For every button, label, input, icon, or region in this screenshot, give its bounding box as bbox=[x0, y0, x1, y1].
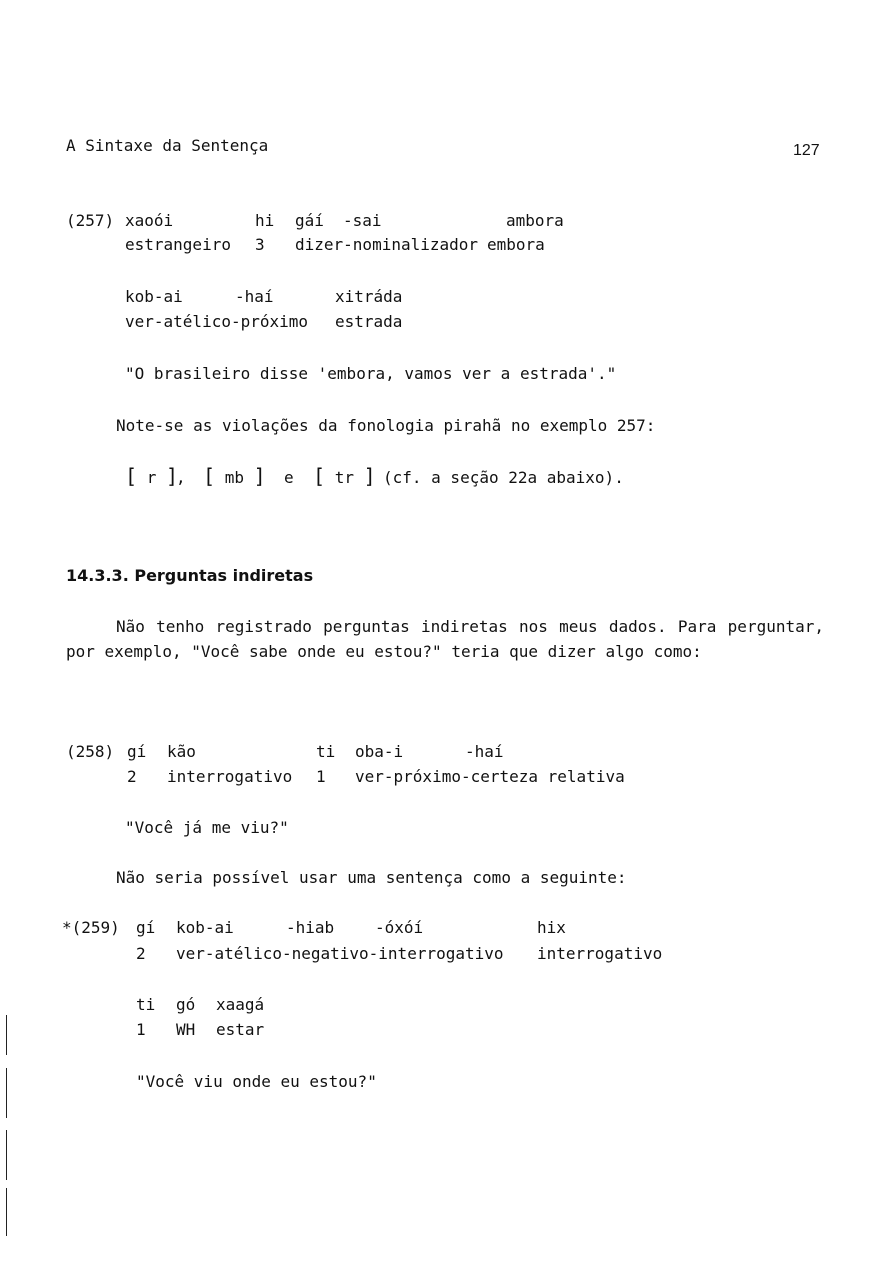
word: kob-ai bbox=[125, 287, 183, 306]
word: gáí bbox=[295, 211, 324, 230]
gloss: estar bbox=[216, 1020, 265, 1039]
gloss: estrada bbox=[335, 312, 403, 331]
gloss: embora bbox=[487, 235, 545, 254]
word: oba-i bbox=[355, 742, 404, 761]
separator: e bbox=[284, 468, 294, 487]
gloss: WH bbox=[176, 1020, 196, 1039]
word: hi bbox=[255, 211, 275, 230]
word: kob-ai bbox=[176, 918, 234, 937]
word: xaagá bbox=[216, 995, 265, 1014]
example-number: *(259) bbox=[62, 918, 120, 937]
gloss: interrogativo bbox=[537, 944, 663, 963]
translation: "Você viu onde eu estou?" bbox=[136, 1072, 377, 1091]
word: gó bbox=[176, 995, 196, 1014]
phoneme-violation: [ r ] bbox=[125, 464, 179, 488]
cross-reference: (cf. a seção 22a abaixo). bbox=[383, 468, 624, 487]
phoneme-violation: [ mb ] bbox=[203, 464, 266, 488]
word: -hiab bbox=[286, 918, 335, 937]
word: xaoói bbox=[125, 211, 174, 230]
word: -haí bbox=[235, 287, 274, 306]
translation: "Você já me viu?" bbox=[125, 818, 289, 837]
word: xitráda bbox=[335, 287, 403, 306]
word: -óxóí bbox=[375, 918, 424, 937]
word: ti bbox=[136, 995, 156, 1014]
word: hix bbox=[537, 918, 566, 937]
note: Note-se as violações da fonologia pirahã no exemplo 257: bbox=[116, 416, 656, 435]
gloss: dizer-nominalizador bbox=[295, 235, 479, 254]
gloss: ver-próximo-certeza relativa bbox=[355, 767, 625, 786]
margin-line bbox=[6, 1130, 7, 1180]
word: ambora bbox=[506, 211, 564, 230]
gloss: 2 bbox=[136, 944, 146, 963]
gloss: 3 bbox=[255, 235, 265, 254]
word: gí bbox=[136, 918, 156, 937]
word: gí bbox=[127, 742, 147, 761]
word: -sai bbox=[343, 211, 382, 230]
body-paragraph: Não tenho registrado perguntas indiretas nos meus dados. Para perguntar, por exemplo, "Você sabe onde eu estou?" teria que dizer algo como: bbox=[66, 617, 824, 661]
margin-line bbox=[6, 1188, 7, 1236]
gloss: 2 bbox=[127, 767, 137, 786]
gloss: ver-atélico-negativo-interrogativo bbox=[176, 944, 504, 963]
phoneme-violation: [ tr ] bbox=[313, 464, 376, 488]
gloss: ver-atélico-próximo bbox=[125, 312, 309, 331]
margin-line bbox=[6, 1015, 7, 1055]
margin-line bbox=[6, 1068, 7, 1118]
word: kão bbox=[167, 742, 196, 761]
word: -haí bbox=[465, 742, 504, 761]
gloss: estrangeiro bbox=[125, 235, 231, 254]
example-number: (258) bbox=[66, 742, 115, 761]
note: Não seria possível usar uma sentença como a seguinte: bbox=[116, 868, 627, 887]
gloss: 1 bbox=[136, 1020, 146, 1039]
gloss: interrogativo bbox=[167, 767, 293, 786]
example-number: (257) bbox=[66, 211, 115, 230]
gloss: 1 bbox=[316, 767, 326, 786]
running-title: A Sintaxe da Sentença bbox=[66, 136, 269, 155]
separator: , bbox=[176, 468, 186, 487]
translation: "O brasileiro disse 'embora, vamos ver a estrada'." bbox=[125, 364, 617, 383]
page-number: 127 bbox=[793, 142, 820, 159]
word: ti bbox=[316, 742, 336, 761]
section-heading: 14.3.3. Perguntas indiretas bbox=[66, 566, 314, 585]
